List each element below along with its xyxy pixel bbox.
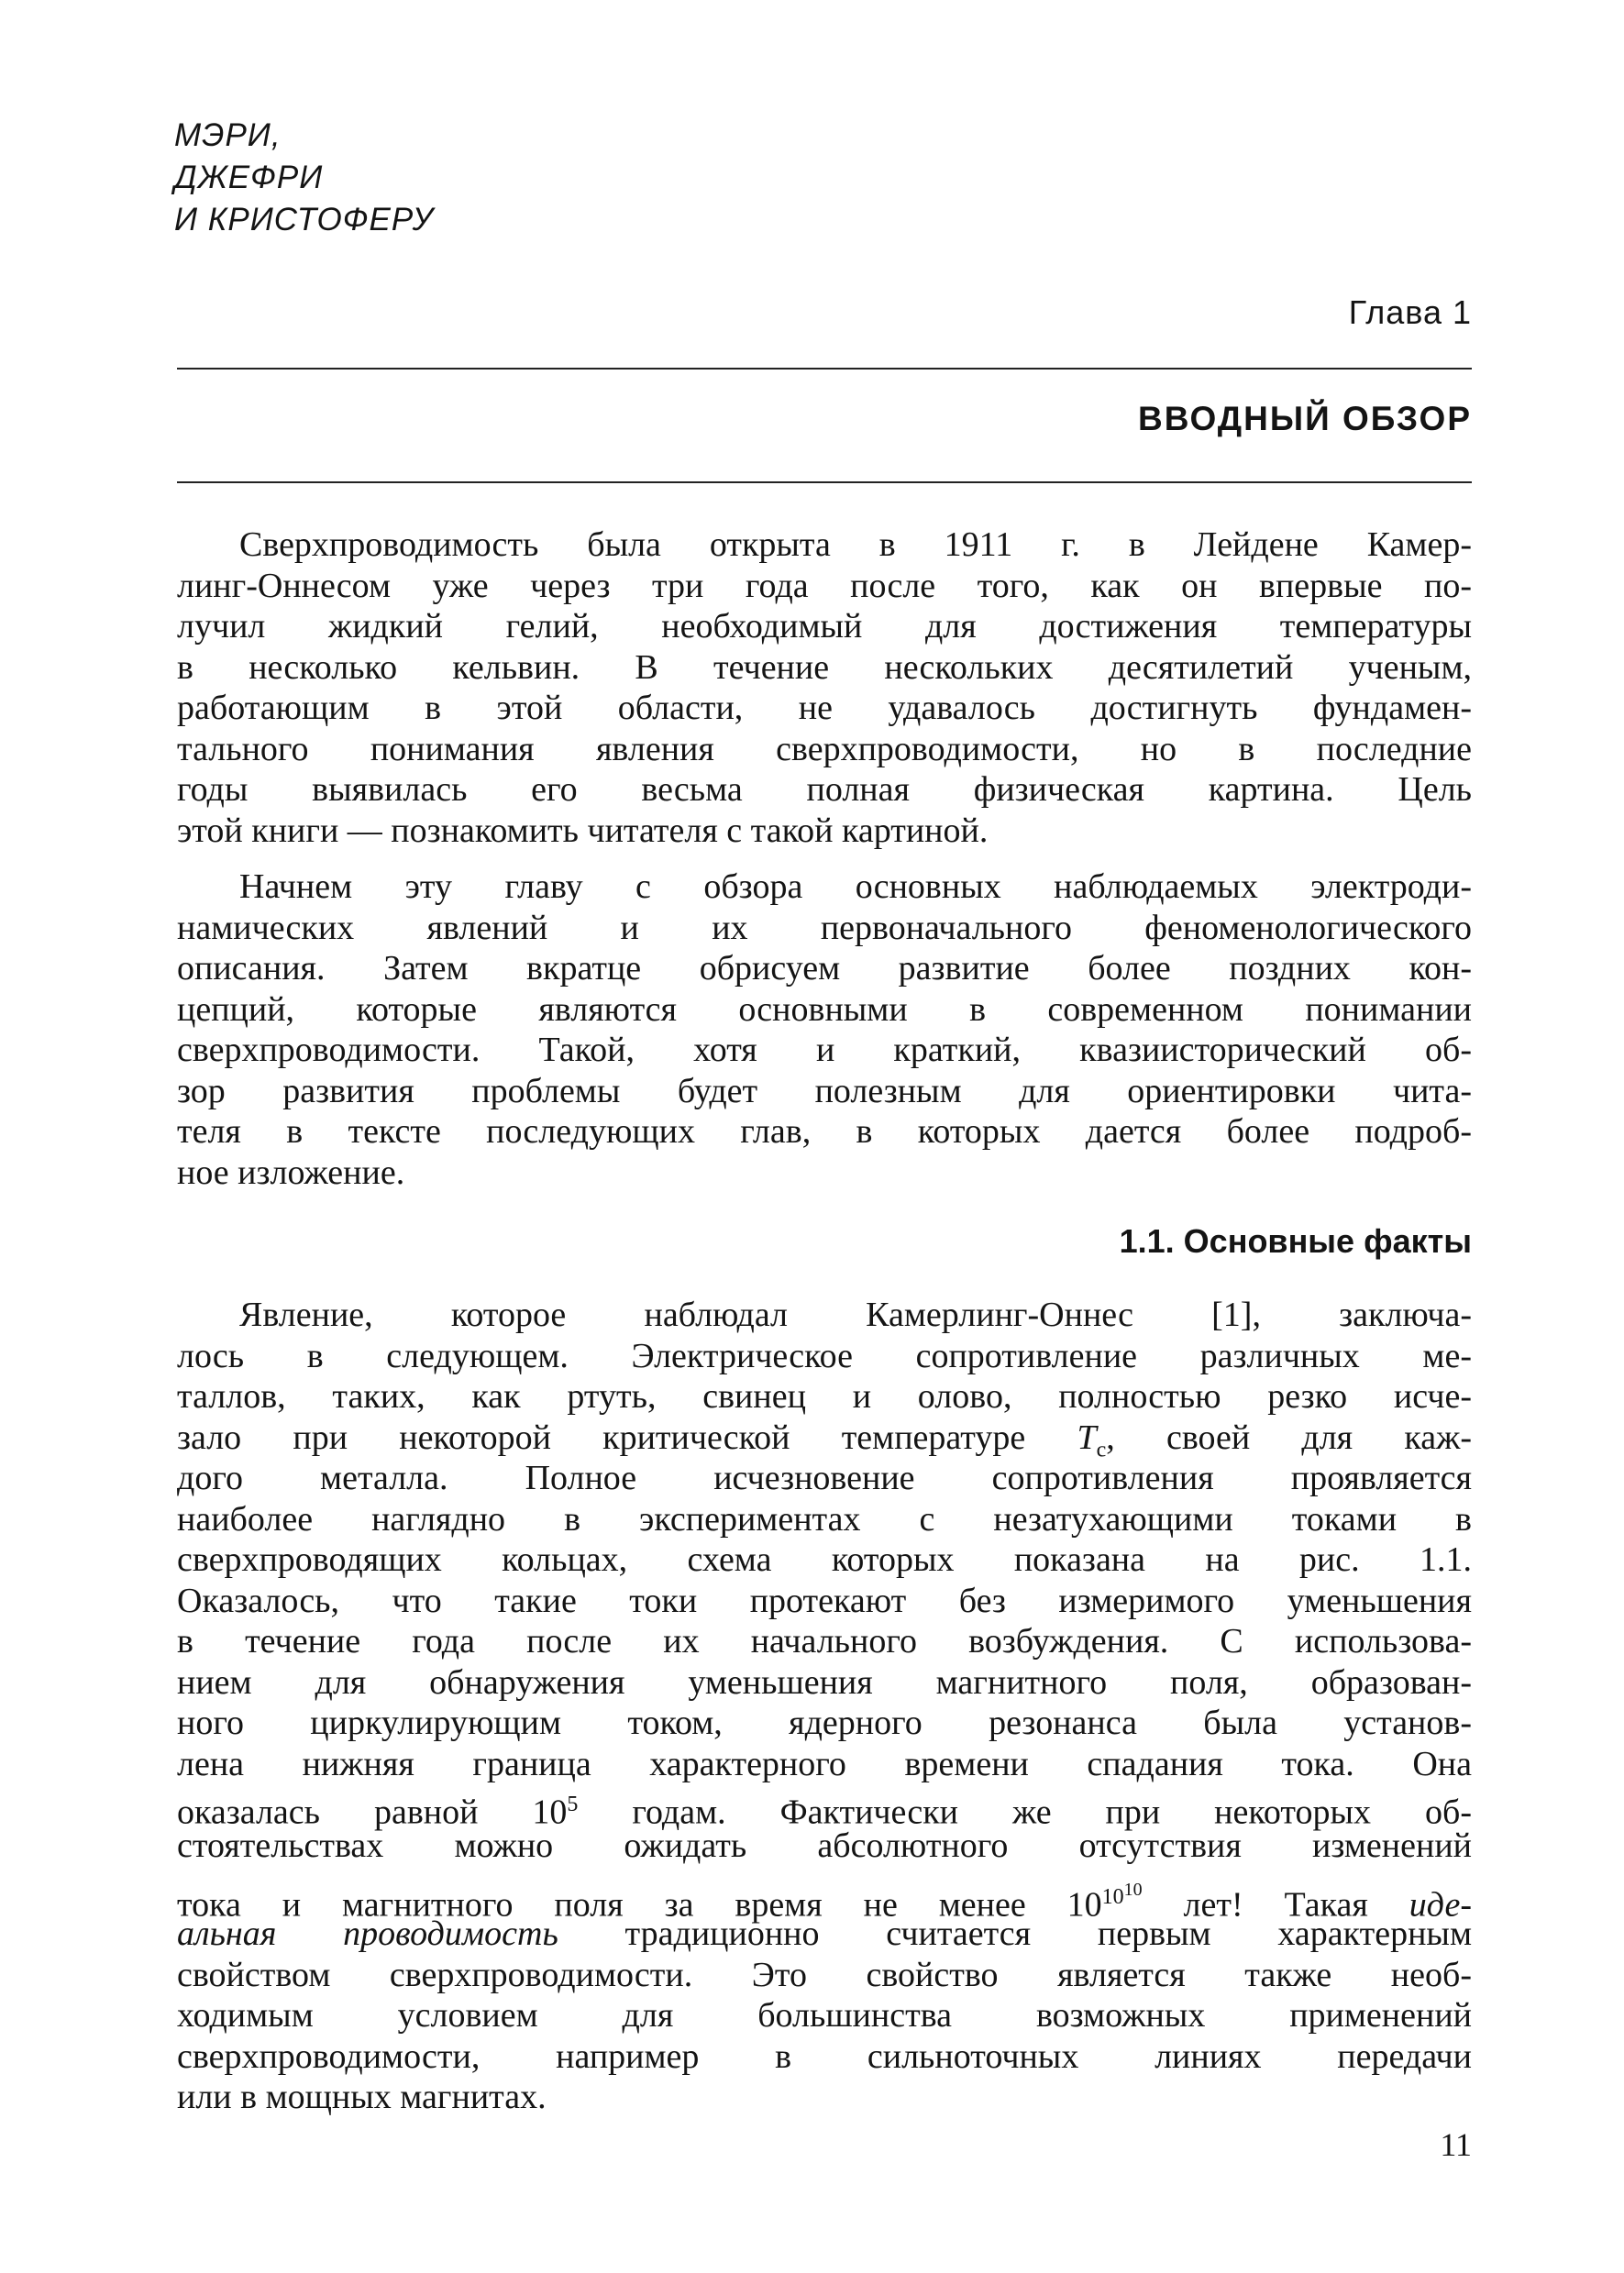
page-number: 11	[1440, 2126, 1472, 2163]
dedication	[174, 115, 434, 241]
text-line: Начнем эту главу с обзора основных наблюдаемых электроди-	[239, 867, 1472, 906]
paragraph-intro	[177, 524, 1472, 851]
text-line-ideal	[177, 1914, 1472, 1955]
text-line: годы выявилась его весьма полная физическая картина. Цель	[177, 770, 1472, 809]
text-line: ходимым условием для большинства возможных применений	[177, 1996, 1472, 2035]
text-line: в несколько кельвин. В течение нескольких десятилетий ученым,	[177, 647, 1472, 687]
dedication-line: ДЖЕФРИ	[174, 160, 324, 195]
text-line: ного циркулирующим током, ядерного резонанса была установ-	[177, 1704, 1472, 1742]
text-line: лучил жидкий гелий, необходимый для достижения температуры	[177, 607, 1472, 645]
text-line: намических явлений и их первоначального феноменологического	[177, 908, 1472, 947]
text-line: стоятельствах можно ожидать абсолютного отсутствия изменений	[177, 1826, 1472, 1865]
text-line: таллов, таких, как ртуть, свинец и олово, полностью резко исче-	[177, 1377, 1472, 1416]
text-line: в течение года после их начального возбуждения. С использова-	[177, 1622, 1472, 1661]
text-line: свойством сверхпроводимости. Это свойство является также необ-	[177, 1955, 1472, 1994]
text-line: тального понимания явления сверхпроводимости, но в последние	[177, 729, 1472, 768]
section-title: 1.1. Основные факты	[1119, 1222, 1472, 1260]
paragraph-plan	[177, 866, 1472, 1193]
text-line: дого металла. Полное исчезновение сопротивления проявляется	[177, 1459, 1472, 1497]
text-line: описания. Затем вкратце обрисуем развитие более поздних кон-	[177, 949, 1472, 988]
text-line: работающим в этой области, не удавалось достигнуть фундамен-	[177, 689, 1472, 727]
paragraph-facts	[177, 1295, 1472, 2118]
text-span: оказалась равной 10	[177, 1793, 568, 1832]
italic-span: альная проводимость	[177, 1914, 558, 1953]
chapter-top-rule	[177, 368, 1472, 370]
text-span: , своей для каж-	[1106, 1418, 1473, 1457]
text-line: лена нижняя граница характерного времени спадания тока. Она	[177, 1744, 1472, 1783]
text-span: традиционно считается первым характерным	[558, 1914, 1472, 1953]
text-line: или в мощных магнитах.	[177, 2078, 547, 2116]
text-line: Сверхпроводимость была открыта в 1911 г. в Лейдене Камер-	[239, 525, 1472, 564]
text-line: Явление, которое наблюдал Камерлинг-Оннес [1], заключа-	[239, 1296, 1472, 1334]
text-line: лось в следующем. Электрическое сопротивление различных ме-	[177, 1336, 1472, 1375]
text-line-power5	[177, 1784, 1472, 1832]
text-line: сверхпроводящих кольцах, схема которых показана на рис. 1.1.	[177, 1540, 1472, 1579]
chapter-bottom-rule	[177, 481, 1472, 483]
text-line: цепций, которые являются основными в современном понимании	[177, 989, 1472, 1029]
text-line: сверхпроводимости, например в сильноточных линиях передачи	[177, 2036, 1472, 2076]
dedication-line: И КРИСТОФЕРУ	[174, 202, 435, 237]
text-line: нием для обнаружения уменьшения магнитного поля, образован-	[177, 1662, 1472, 1702]
text-span: лет! Такая	[1142, 1885, 1409, 1925]
exponent-nested: 10	[1123, 1880, 1143, 1900]
exponent	[1101, 1880, 1143, 1909]
text-span: годам. Фактически же при некоторых об-	[578, 1793, 1472, 1832]
text-line: ное изложение.	[177, 1153, 405, 1192]
exponent-base: 10	[1101, 1885, 1124, 1909]
text-line: сверхпроводимости. Такой, хотя и краткий, квазиисторический об-	[177, 1031, 1472, 1069]
text-line: этой книги — познакомить читателя с такой картиной.	[177, 811, 989, 850]
exponent: 5	[567, 1793, 579, 1816]
text-line: наиболее наглядно в экспериментах с незатухающими токами в	[177, 1499, 1472, 1539]
tc-subscript: c	[1096, 1438, 1107, 1462]
italic-span: иде-	[1409, 1885, 1472, 1925]
text-span: зало при некоторой критической температуре	[177, 1418, 1026, 1457]
text-line: зор развития проблемы будет полезным для ориентировки чита-	[177, 1071, 1472, 1110]
tc-symbol: T	[1077, 1418, 1097, 1457]
chapter-title: ВВОДНЫЙ ОБЗОР	[1137, 400, 1472, 437]
dedication-line: МЭРИ,	[174, 117, 282, 153]
text-line: Оказалось, что такие токи протекают без измеримого уменьшения	[177, 1581, 1472, 1620]
chapter-label: Глава 1	[1348, 293, 1472, 331]
text-span: тока и магнитного поля за время не менее 10	[177, 1885, 1102, 1925]
text-line-double-power	[177, 1866, 1472, 1925]
text-line: линг-Оннесом уже через три года после того, как он впервые по-	[177, 566, 1472, 605]
text-line-tc	[177, 1418, 1473, 1462]
text-line: теля в тексте последующих глав, в которых дается более подроб-	[177, 1112, 1472, 1151]
